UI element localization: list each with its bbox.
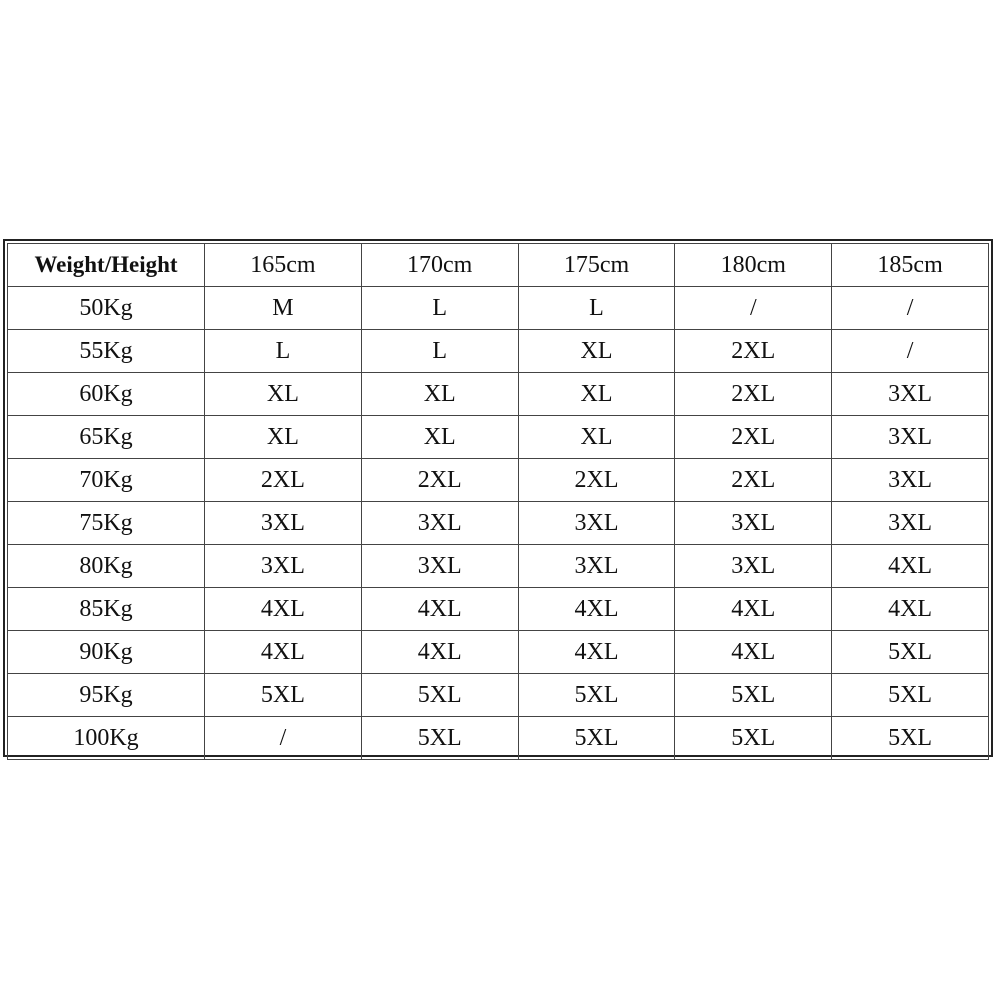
weight-label: 75Kg	[8, 502, 205, 545]
table-row	[8, 631, 989, 674]
size-cell: 3XL	[361, 502, 518, 545]
size-cell: 2XL	[675, 330, 832, 373]
weight-label: 100Kg	[8, 717, 205, 760]
size-cell: 4XL	[205, 588, 362, 631]
height-header: 185cm	[832, 244, 989, 287]
size-cell: 3XL	[832, 459, 989, 502]
table-row	[8, 588, 989, 631]
header-row	[8, 244, 989, 287]
size-cell: 3XL	[361, 545, 518, 588]
weight-label: 60Kg	[8, 373, 205, 416]
size-cell: 2XL	[361, 459, 518, 502]
weight-label: 70Kg	[8, 459, 205, 502]
weight-label: 50Kg	[8, 287, 205, 330]
table-row	[8, 330, 989, 373]
size-cell: 5XL	[518, 674, 675, 717]
table-row	[8, 545, 989, 588]
size-cell: 5XL	[675, 717, 832, 760]
size-cell: /	[832, 287, 989, 330]
size-cell: 4XL	[518, 588, 675, 631]
size-cell: 5XL	[675, 674, 832, 717]
size-cell: XL	[518, 373, 675, 416]
size-cell: XL	[361, 373, 518, 416]
size-cell: 4XL	[361, 631, 518, 674]
size-cell: 5XL	[361, 717, 518, 760]
size-cell: /	[675, 287, 832, 330]
height-header: 170cm	[361, 244, 518, 287]
size-cell: 3XL	[675, 545, 832, 588]
size-cell: XL	[518, 416, 675, 459]
table-row	[8, 674, 989, 717]
size-cell: XL	[205, 416, 362, 459]
size-cell: 4XL	[675, 631, 832, 674]
size-cell: 4XL	[832, 545, 989, 588]
table-row	[8, 502, 989, 545]
size-cell: 3XL	[675, 502, 832, 545]
size-cell: M	[205, 287, 362, 330]
size-cell: 2XL	[675, 459, 832, 502]
size-cell: 5XL	[832, 717, 989, 760]
size-cell: 4XL	[675, 588, 832, 631]
corner-header: Weight/Height	[8, 244, 205, 287]
size-cell: 2XL	[675, 373, 832, 416]
size-rows	[8, 287, 989, 760]
size-cell: /	[832, 330, 989, 373]
size-cell: 4XL	[205, 631, 362, 674]
size-cell: 5XL	[518, 717, 675, 760]
size-cell: 4XL	[361, 588, 518, 631]
size-cell: XL	[518, 330, 675, 373]
size-cell: XL	[205, 373, 362, 416]
size-cell: 3XL	[518, 545, 675, 588]
size-cell: 3XL	[832, 373, 989, 416]
size-cell: 5XL	[832, 674, 989, 717]
size-cell: 5XL	[361, 674, 518, 717]
weight-label: 90Kg	[8, 631, 205, 674]
size-chart-table	[7, 243, 989, 760]
table-row	[8, 287, 989, 330]
size-cell: 2XL	[205, 459, 362, 502]
size-cell: 3XL	[832, 502, 989, 545]
table-row	[8, 416, 989, 459]
size-cell: 3XL	[205, 502, 362, 545]
size-cell: 3XL	[518, 502, 675, 545]
height-header: 165cm	[205, 244, 362, 287]
weight-label: 55Kg	[8, 330, 205, 373]
size-cell: 3XL	[832, 416, 989, 459]
size-cell: L	[361, 330, 518, 373]
weight-label: 80Kg	[8, 545, 205, 588]
table-row	[8, 717, 989, 760]
weight-label: 85Kg	[8, 588, 205, 631]
weight-label: 65Kg	[8, 416, 205, 459]
weight-label: 95Kg	[8, 674, 205, 717]
table-row	[8, 459, 989, 502]
height-header: 180cm	[675, 244, 832, 287]
size-cell: 2XL	[518, 459, 675, 502]
size-cell: L	[361, 287, 518, 330]
size-cell: 5XL	[832, 631, 989, 674]
size-chart	[3, 239, 993, 757]
size-cell: 4XL	[832, 588, 989, 631]
size-cell: L	[518, 287, 675, 330]
size-cell: /	[205, 717, 362, 760]
size-cell: 5XL	[205, 674, 362, 717]
size-cell: L	[205, 330, 362, 373]
size-cell: XL	[361, 416, 518, 459]
table-row	[8, 373, 989, 416]
size-cell: 2XL	[675, 416, 832, 459]
size-cell: 4XL	[518, 631, 675, 674]
size-cell: 3XL	[205, 545, 362, 588]
height-header: 175cm	[518, 244, 675, 287]
